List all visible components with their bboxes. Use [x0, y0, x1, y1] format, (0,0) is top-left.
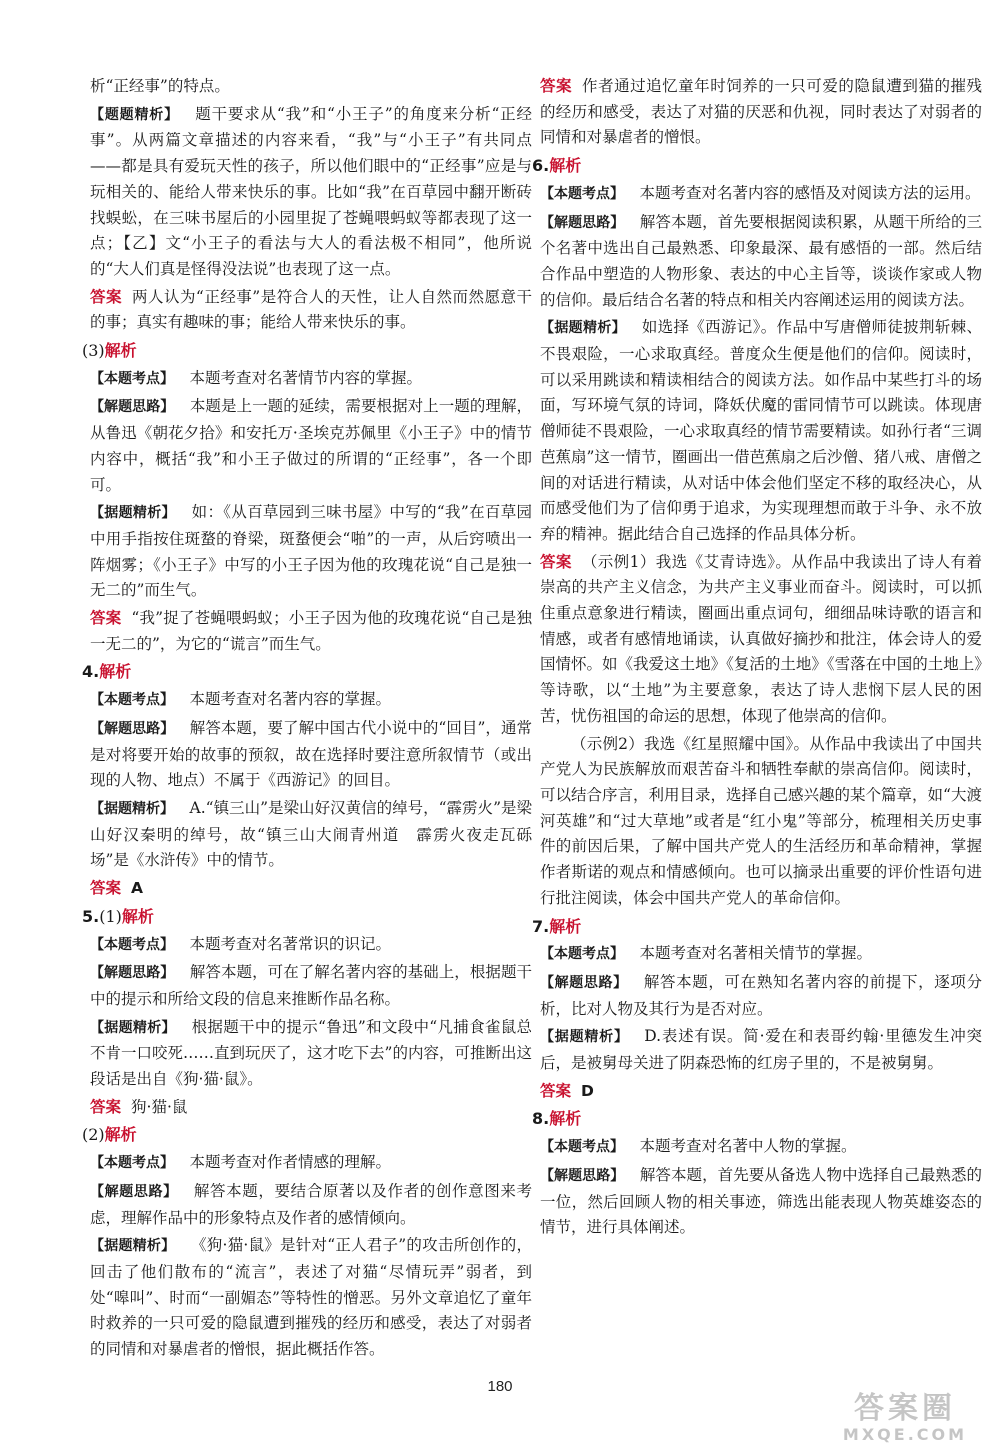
analysis-paragraph	[90, 394, 532, 498]
analysis-paragraph	[90, 796, 532, 874]
analysis-paragraph	[90, 1233, 532, 1363]
question-heading	[532, 914, 982, 940]
section-text: 本题考查对名著情节内容的掌握。	[189, 368, 423, 387]
section-tag: 【解题思路】	[90, 720, 175, 737]
analysis-label: 解析	[549, 1109, 582, 1129]
section-text: 题干要求从“我”和“小王子”的角度来分析“正经事”。从两篇文章描述的内容来看，“我”与“小王子”有共同点——都是具有爱玩天性的孩子，所以他们眼中的“正经事”应是与玩相关的、能给人带来快乐的事。比如“我”在百草园中翻开断砖找蜈蚣，在三味书屋后的小园里捉了苍蝇喂蚂蚁等都表现了这一点；【乙】文“小王子的看法与大人的看法极不相同”，他所说的“大人们真是怪得没法说”也表现了这一点。	[90, 104, 533, 278]
analysis-paragraph	[90, 960, 532, 1012]
answer-paragraph	[540, 74, 982, 151]
watermark-text: 答案圈	[854, 1391, 956, 1426]
answer-text: D	[581, 1081, 594, 1100]
analysis-label: 解析	[99, 662, 132, 682]
analysis-paragraph	[540, 941, 982, 968]
section-text: 《狗·猫·鼠》是针对“正人君子”的攻击所创作的，回击了他们散布的“流言”，表述了对猫“尽情玩弄”弱者，到处“嗥叫”、时而“一副媚态”等特性的憎恶。另外文章追忆了童年时救养的一只可爱的隐鼠遭到摧残的经历和感受，表达了对弱者的同情和对暴虐者的憎恨，据此概括作答。	[90, 1236, 532, 1359]
analysis-paragraph	[90, 102, 532, 283]
section-tag: 【题题精析】	[90, 106, 179, 123]
section-tag: 【本题考点】	[540, 185, 624, 202]
section-text: A.“镇三山”是梁山好汉黄信的绰号，“霹雳火”是梁山好汉秦明的绰号，故“镇三山大闹青州道 霹雳火夜走瓦砾场”是《水浒传》中的情节。	[90, 798, 533, 870]
analysis-paragraph	[90, 1150, 532, 1177]
section-tag: 【本题考点】	[90, 692, 174, 709]
section-tag: 【解题思路】	[90, 1183, 178, 1200]
section-text: 本题考查对名著内容的感悟及对阅读方法的运用。	[639, 183, 981, 202]
answer-paragraph	[90, 1095, 532, 1121]
section-text: 本题考查对名著常识的识记。	[189, 934, 392, 953]
section-text: 如：《从百草园到三味书屋》中写的“我”在百草园中用手指按住斑蝥的脊梁，斑蝥便会“啪”的一声，从后窍喷出一阵烟雾；《小王子》中写的小王子因为他的玫瑰花说“自己是独一无二的”而生气。	[90, 503, 532, 600]
sub-question-number: (1)	[99, 906, 122, 926]
left-column	[82, 74, 533, 1365]
section-tag: 【本题考点】	[540, 1139, 624, 1156]
question-number: 8.	[532, 1109, 550, 1129]
section-tag: 【据题精析】	[540, 320, 626, 337]
analysis-label: 解析	[549, 916, 582, 936]
question-heading	[82, 659, 532, 685]
analysis-paragraph	[90, 1179, 532, 1231]
section-text: 解答本题，可在熟知名著内容的前提下，逐项分析，比对人物及其行为是否对应。	[540, 972, 982, 1018]
section-text: 本题考查对名著相关情节的掌握。	[639, 944, 873, 963]
section-tag: 【据题精析】	[540, 1029, 629, 1046]
section-tag: 【本题考点】	[90, 370, 174, 387]
question-heading	[82, 904, 532, 930]
answer-paragraph	[540, 1079, 982, 1105]
section-tag: 【解题思路】	[540, 974, 628, 991]
section-tag: 【本题考点】	[90, 1155, 174, 1172]
answer-label: 答案	[540, 1081, 572, 1100]
question-number: 4.	[82, 662, 100, 682]
section-tag: 【据题精析】	[90, 1238, 176, 1255]
question-number: 6.	[532, 156, 550, 176]
watermark-logo	[830, 1392, 980, 1448]
analysis-paragraph	[90, 1015, 532, 1093]
section-tag: 【本题考点】	[540, 946, 624, 963]
section-text: 根据题干中的提示“鲁迅”和文段中“凡捕食雀鼠总不肯一口咬死……直到玩厌了，这才吃下去”的内容，可推断出这段话是出自《狗·猫·鼠》。	[90, 1017, 533, 1089]
section-text: 如选择《西游记》。作品中写唐僧师徒披荆斩棘、不畏艰险，一心求取真经。普度众生便是他们的信仰。阅读时，可以采用跳读和精读相结合的阅读方法。如作品中某些打斗的场面，写环境气氛的诗词，降妖伏魔的雷同情节可以跳读。体现唐僧师徒不畏艰险，一心求取真经的情节需要精读。如孙行者“三调芭蕉扇”这一情节，圈画出一借芭蕉扇之后沙僧、猪八戒、唐僧之间的对话进行精读，从对话中体会他们坚定不移的取经决心，从而感受他们为了信仰勇于追求，为实现理想而敢于斗争、永不放弃的精神。据此结合自己选择的作品具体分析。	[540, 318, 982, 543]
answer-text: “我”捉了苍蝇喂蚂蚁；小王子因为他的玫瑰花说“自己是独一无二的”，为它的“谎言”而生气。	[90, 609, 532, 653]
answer-paragraph	[540, 550, 982, 730]
analysis-paragraph	[540, 1134, 982, 1161]
analysis-paragraph	[540, 970, 982, 1022]
analysis-paragraph	[540, 210, 982, 314]
analysis-paragraph	[90, 366, 532, 393]
section-text: 解答本题，要结合原著以及作者的创作意图来考虑，理解作品中的形象特点及作者的感情倾向。	[90, 1181, 532, 1227]
question-heading	[82, 1122, 532, 1148]
sub-question-number: (2)	[82, 1125, 105, 1145]
analysis-paragraph	[540, 315, 982, 547]
section-tag: 【解题思路】	[90, 399, 175, 416]
question-heading	[82, 338, 532, 364]
sub-question-number: (3)	[82, 341, 105, 361]
section-text: 解答本题，要了解中国古代小说中的“回目”，通常是对将要开始的故事的预叙，故在选择时要注意所叙情节（或出现的人物、地点）不属于《西游记》的回目。	[90, 718, 533, 790]
section-tag: 【据题精析】	[90, 1019, 176, 1036]
section-text: 本题是上一题的延续，需要根据对上一题的理解，从鲁迅《朝花夕拾》和安托万·圣埃克苏佩里《小王子》中的情节内容中，概括“我”和小王子做过的所谓的“正经事”，各一个即可。	[90, 397, 532, 494]
section-text: 解答本题，首先要根据阅读积累，从题干所给的三个名著中选出自己最熟悉、印象最深、最有感悟的一部。然后结合作品中塑造的人物形象、表达的中心主旨等，谈谈作家或人物的信仰。最后结合名著的特点和相关内容阐述运用的阅读方法。	[540, 212, 982, 309]
question-heading	[532, 153, 982, 179]
right-column	[532, 74, 982, 1243]
answer-label: 答案	[90, 609, 122, 628]
analysis-paragraph	[90, 716, 532, 794]
question-number: 7.	[532, 916, 550, 936]
question-heading	[532, 1106, 982, 1132]
answer-label: 答案	[540, 77, 573, 95]
analysis-label: 解析	[121, 906, 154, 926]
answer-text: 两人认为“正经事”是符合人的天性，让人自然而然愿意干的事；真实有趣味的事；能给人带来快乐的事。	[90, 287, 532, 332]
question-number: 5.	[82, 906, 100, 926]
answer-paragraph	[90, 606, 532, 657]
answer-text: 狗·猫·鼠	[131, 1097, 188, 1116]
section-text: 本题考查对作者情感的理解。	[189, 1153, 392, 1172]
section-tag: 【据题精析】	[90, 505, 176, 522]
section-tag: 【解题思路】	[540, 1167, 625, 1184]
analysis-label: 解析	[104, 341, 137, 361]
watermark-site: MXQE.COM	[842, 1425, 968, 1444]
answer-text: A	[131, 879, 144, 898]
answer-text: （示例1）我选《艾青诗选》。从作品中我读出了诗人有着崇高的共产主义信念，为共产主义事业而奋斗。阅读时，可以抓住重点意象进行精读，圈画出重点词句，细细品味诗歌的语言和情感，或者有感情地诵读，认真做好摘抄和批注，体会诗人的爱国情怀。如《我爱这土地》《复活的土地》《雪落在中国的土地上》等诗歌，以“土地”为主要意象，表达了诗人悲悯下层人民的困苦，忧伤祖国的命运的思想，体现了他崇高的信仰。	[540, 552, 982, 725]
page-number: 180	[487, 1378, 513, 1395]
section-tag: 【本题考点】	[90, 936, 174, 953]
answer-label: 答案	[90, 287, 122, 306]
section-tag: 【解题思路】	[540, 214, 625, 231]
analysis-paragraph	[90, 500, 532, 604]
section-text: 解答本题，可在了解名著内容的基础上，根据题干中的提示和所给文段的信息来推断作品名称。	[90, 963, 532, 1008]
analysis-label: 解析	[549, 156, 582, 176]
section-text: D.表述有误。简·爱在和表哥约翰·里德发生冲突后，是被舅母关进了阴森恐怖的红房子里的，不是被舅舅。	[540, 1027, 982, 1073]
analysis-paragraph	[540, 1024, 982, 1076]
answer-label: 答案	[90, 879, 122, 898]
analysis-paragraph	[540, 1163, 982, 1241]
answer-paragraph	[90, 876, 532, 902]
answer-text: 作者通过追忆童年时饲养的一只可爱的隐鼠遭到猫的摧残的经历和感受，表达了对猫的厌恶和仇视，同时表达了对弱者的同情和对暴虐者的憎恨。	[540, 77, 982, 147]
paragraph: （示例2）我选《红星照耀中国》。从作品中我读出了中国共产党人为民族解放而艰苦奋斗和牺牲奉献的崇高信仰。阅读时，可以结合序言，利用目录，选择自己感兴趣的某个篇章，如“大渡河英雄”和“过大草地”或者是“红小鬼”等部分，梳理相关历史事件的前因后果，了解中国共产党人的生活经历和革命精神，掌握作者斯诺的观点和情感倾向。也可以摘录出重要的评价性语句进行批注阅读，体会中国共产党人的革命信仰。	[540, 734, 982, 907]
section-tag: 【据题精析】	[90, 800, 175, 817]
answer-label: 答案	[90, 1097, 122, 1116]
analysis-paragraph	[90, 687, 532, 714]
answer-paragraph	[90, 285, 532, 336]
section-tag: 【解题思路】	[90, 965, 175, 982]
paragraph: 析“正经事”的特点。	[90, 77, 230, 95]
analysis-label: 解析	[104, 1125, 137, 1145]
section-text: 解答本题，首先要从备选人物中选择自己最熟悉的一位，然后回顾人物的相关事迹，筛选出能表现人物英雄姿态的情节，进行具体阐述。	[540, 1165, 982, 1237]
section-text: 本题考查对名著中人物的掌握。	[639, 1137, 857, 1156]
section-text: 本题考查对名著内容的掌握。	[189, 690, 392, 709]
analysis-paragraph	[540, 181, 982, 208]
answer-label: 答案	[540, 552, 572, 571]
analysis-paragraph	[90, 932, 532, 959]
